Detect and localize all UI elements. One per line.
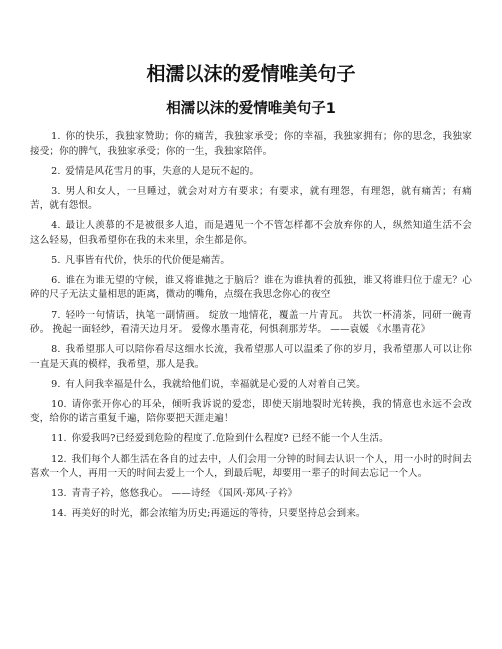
quote-list (30, 130, 472, 522)
item-text: 谁在为谁无望的守候，谁又将谁抛之于脑后？谁在为谁执着的孤独，谁又将谁归位于虚无？心碎的尺子无法丈量相思的距离，微动的嘴角，点缀在我思念你心的夜空 (30, 274, 472, 301)
list-item (30, 219, 472, 248)
list-item (30, 398, 472, 427)
item-text: 我希望那人可以陪你看尽这细水长流，我希望那人可以温柔了你的岁月，我希望那人可以让你一直是天真的模样，我希望，那人是我。 (30, 344, 472, 370)
list-item (30, 185, 472, 214)
item-number: 10. (51, 398, 67, 410)
item-text: 请你张开你心的耳朵，倾听我诉说的爱恋，即使天崩地裂时光转换，我的情意也永远不会改变，给你的诺言重复千遍，陪你要把天涯走遍！ (30, 398, 472, 425)
item-text: 最让人羡慕的不是被很多人追，而是遇见一个不管怎样都不会放弃你的人，纵然知道生活不会这么轻易，但我希望你在我的未来里，余生都是你。 (30, 220, 472, 246)
item-number: 7. (51, 309, 61, 321)
item-number: 5. (51, 254, 61, 266)
item-text: 你爱我吗?已经爱到危险的程度了.危险到什么程度? 已经不能一个人生活。 (71, 433, 389, 445)
item-text: 爱情是风花雪月的事，失意的人是玩不起的。 (65, 165, 260, 177)
item-text: 我们每个人都生活在各自的过去中，人们会用一分钟的时间去认识一个人，用一小时的时间去喜欢一个人，再用一天的时间去爱上一个人，到最后呢，却要用一辈子的时间去忘记一个人。 (30, 453, 472, 480)
list-item (30, 254, 472, 269)
item-text: 凡事皆有代价，快乐的代价便是痛苦。 (65, 254, 231, 266)
document-title: 相濡以沫的爱情唯美句子 (146, 63, 356, 85)
list-item (30, 432, 472, 447)
item-number: 2. (51, 165, 61, 177)
item-text: 再美好的时光，都会浓缩为历史;再遥远的等待，只要坚持总会到来。 (71, 508, 366, 520)
item-number: 13. (51, 488, 67, 500)
list-item (30, 130, 472, 159)
list-item (30, 378, 472, 393)
item-number: 1. (51, 131, 61, 142)
item-text: 轻吟一句情话，执笔一副情画。 绽放一地情花，覆盖一片青瓦。 共饮一杯清茶，同研一碗青砂。 挽起一面轻纱，看清天边月牙。 爱像水墨青花，何惧刹那芳华。 ——袁媛 《水墨青花》 (30, 309, 472, 336)
item-number: 11. (51, 433, 67, 445)
item-text: 你的快乐，我独家赞助；你的痛苦，我独家承受；你的幸福，我独家拥有；你的思念，我独家接受；你的脾气，我独家承受；你的一生，我独家陪伴。 (30, 131, 472, 157)
item-text: 男人和女人，一旦睡过，就会对对方有要求；有要求，就有理怨，有理怨，就有痛苦；有痛苦，就有怨恨。 (30, 185, 472, 212)
item-text: 青青子衿，悠悠我心。 ——诗经 《国风·郑风·子衿》 (71, 488, 298, 500)
item-number: 3. (51, 185, 61, 197)
item-number: 12. (51, 453, 67, 465)
list-item (30, 507, 472, 522)
list-item (30, 165, 472, 180)
list-item (30, 274, 472, 303)
item-number: 6. (51, 274, 61, 286)
list-item (30, 487, 472, 502)
section-title: 相濡以沫的爱情唯美句子1 (166, 101, 336, 117)
item-number: 14. (51, 508, 67, 520)
item-number: 8. (51, 344, 61, 356)
item-number: 4. (51, 220, 61, 232)
list-item (30, 453, 472, 482)
list-item (30, 343, 472, 372)
item-text: 有人问我幸福是什么，我就给他们说，幸福就是心爱的人对着自己笑。 (65, 378, 366, 390)
item-number: 9. (51, 378, 61, 390)
list-item (30, 309, 472, 338)
